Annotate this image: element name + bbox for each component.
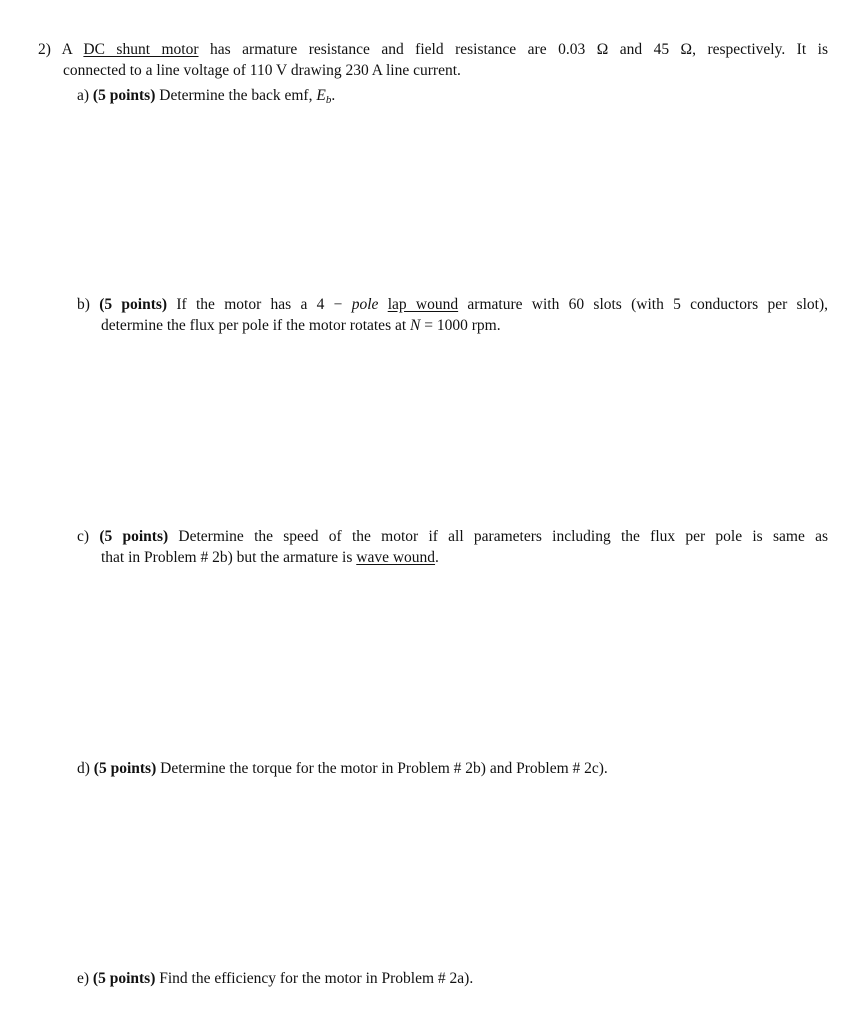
part-e [77, 969, 473, 989]
part-d [77, 759, 608, 779]
part-b-line1-post: armature with 60 slots (with 5 conductors per slot), [458, 296, 828, 313]
part-a-var-sub: b [325, 94, 332, 106]
problem-intro-line-1 [38, 40, 828, 60]
part-c-points: (5 points) [99, 528, 169, 545]
part-e-label: e) [77, 970, 90, 987]
part-b-line1-pre: If the motor has a 4 − [167, 296, 352, 313]
part-e-text: Find the efficiency for the motor in Problem # 2a). [155, 970, 474, 987]
intro-text-rest: has armature resistance and field resistance are 0.03 Ω and 45 Ω, respectively. It is [198, 41, 828, 58]
part-b-var-n: N [410, 317, 421, 334]
part-c-wave-wound: wave wound [356, 549, 436, 566]
part-b-label: b) [77, 296, 90, 313]
part-b-space [378, 296, 387, 313]
part-d-label: d) [77, 760, 90, 777]
part-a-points: (5 points) [92, 87, 156, 104]
part-c-line-1 [77, 527, 828, 547]
part-b-points: (5 points) [99, 296, 168, 313]
part-a-text: Determine the back emf, [155, 87, 317, 104]
part-a-label: a) [77, 87, 90, 104]
part-b-lap-wound: lap wound [387, 296, 459, 313]
part-b-line-1 [77, 295, 828, 315]
intro-text-a: A [61, 41, 84, 58]
part-c-line1: Determine the speed of the motor if all parameters including the flux per pole is same as [168, 528, 828, 545]
problem-intro-line-2: connected to a line voltage of 110 V drawing 230 A line current. [63, 62, 461, 79]
dc-shunt-motor-term: DC shunt motor [83, 41, 199, 58]
part-c-line2-pre: that in Problem # 2b) but the armature is [101, 549, 357, 566]
problem-number: 2) [38, 41, 51, 58]
part-d-points: (5 points) [93, 760, 157, 777]
part-d-text: Determine the torque for the motor in Problem # 2b) and Problem # 2c). [156, 760, 608, 777]
part-b-line2-pre: determine the flux per pole if the motor rotates at [101, 317, 411, 334]
part-a [77, 86, 335, 110]
part-a-end: . [331, 87, 336, 104]
part-c-line-2 [101, 548, 439, 568]
part-b-pole: pole [351, 296, 379, 313]
part-e-points: (5 points) [92, 970, 156, 987]
part-b-line-2 [101, 316, 501, 336]
part-a-var: E [316, 87, 326, 104]
part-b-line2-post: = 1000 rpm. [420, 317, 501, 334]
part-c-label: c) [77, 528, 90, 545]
part-c-line2-post: . [435, 549, 439, 566]
